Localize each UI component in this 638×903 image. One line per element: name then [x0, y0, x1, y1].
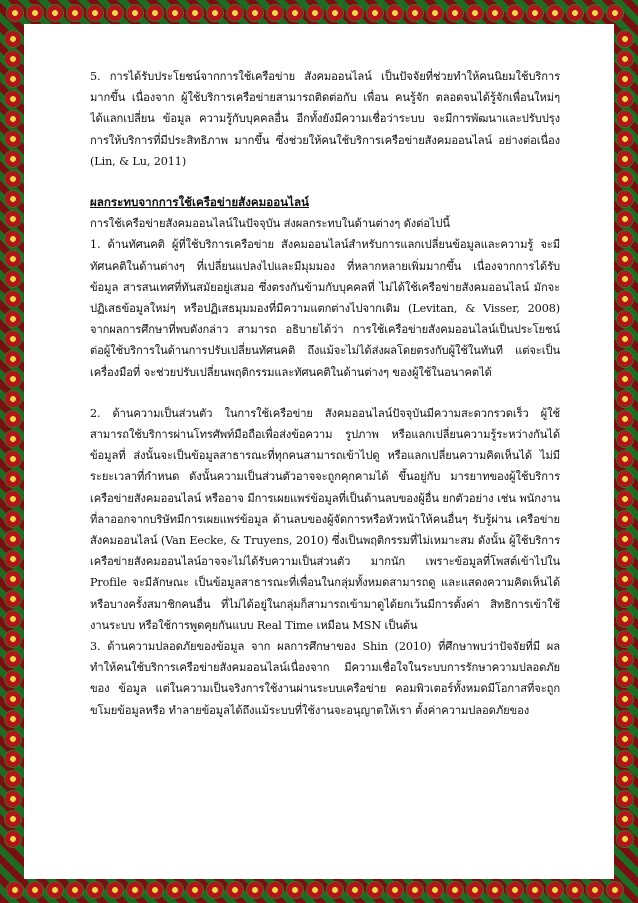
flower-ornament — [406, 881, 424, 899]
flower-ornament — [616, 790, 634, 808]
flower-ornament — [4, 650, 22, 668]
flower-ornament — [4, 50, 22, 68]
flower-ornament — [616, 630, 634, 648]
right-flower-border — [616, 30, 634, 848]
flower-ornament — [86, 881, 104, 899]
flower-ornament — [616, 530, 634, 548]
flower-ornament — [616, 590, 634, 608]
flower-ornament — [616, 90, 634, 108]
flower-ornament — [366, 881, 384, 899]
flower-ornament — [616, 490, 634, 508]
flower-ornament — [616, 370, 634, 388]
flower-ornament — [166, 881, 184, 899]
flower-ornament — [406, 4, 424, 22]
impact-item-2: 2. ด้านความเป็นส่วนตัว ในการใช้เครือข่าย สังคมออนไลน์ปัจจุบันมีความสะดวกรวดเร็ว ผู้ใช้สามารถใช้บริการผ่านโทรศัพท์มือถือเพื่อส่งข้อความ รูปภาพ หรือแลกเปลี่ยนความรู้ระหว่างกันได้ ข้อมูลที่ ส่งนั้นจะเป็นข้อมูลสาธารณะที่ทุกคนสามารถเข้าไปดู หรือแลกเปลี่ยนความคิดเห็นได้ ไม่มีระยะเวลาที่กำหนด ดังนั้นความเป็นส่วนตัวอาจจะถูกคุกคามได้ ขึ้นอยู่กับ มารยาทของผู้ใช้บริการเครือข่ายสังคมออนไลน์ หรืออาจ มีการเผยแพร่ข้อมูลที่เป็นด้านลบของผู้อื่น ยกตัวอย่าง เช่น พนักงานที่ลาออกจากบริษัทมีการเผยแพร่ข้อมูล ด้านลบของผู้จัดการหรือหัวหน้าให้คนอื่นๆ รับรู้ผ่าน เครือข่ายสังคมออนไลน์ (Van Eecke, & Truyens, 2010) ซึ่งเป็นพฤติกรรมที่ไม่เหมาะสม ดังนั้น ผู้ใช้บริการ เครือข่ายสังคมออนไลน์อาจจะไม่ได้รับความเป็นส่วนตัว มากนัก เพราะข้อมูลที่โพสต์เข้าไปใน Profile จะมีลักษณะ เป็นข้อมูลสาธารณะที่เพื่อนในกลุ่มทั้งหมดสามารถดู และแสดงความคิดเห็นได้ หรือบางครั้งสมาชิกคนอื่น ที่ไม่ได้อยู่ในกลุ่มก็สามารถเข้ามาดูได้ยกเว้นมีการตั้งค่า สิทธิการเข้าใช้งานระบบ หรือใช้การพูดคุยกันแบบ Real Time เหมือน MSN เป็นต้น — [90, 406, 560, 632]
spacer — [90, 383, 560, 403]
flower-ornament — [6, 881, 24, 899]
flower-ornament — [426, 4, 444, 22]
flower-ornament — [616, 690, 634, 708]
flower-ornament — [616, 290, 634, 308]
flower-ornament — [4, 310, 22, 328]
flower-ornament — [126, 4, 144, 22]
flower-ornament — [616, 810, 634, 828]
flower-ornament — [616, 410, 634, 428]
flower-ornament — [616, 710, 634, 728]
flower-ornament — [306, 4, 324, 22]
flower-ornament — [186, 881, 204, 899]
flower-ornament — [616, 310, 634, 328]
flower-ornament — [146, 881, 164, 899]
flower-ornament — [616, 110, 634, 128]
flower-ornament — [616, 250, 634, 268]
flower-ornament — [506, 4, 524, 22]
flower-ornament — [146, 4, 164, 22]
section-heading: ผลกระทบจากการใช้เครือข่ายสังคมออนไลน์ — [90, 195, 309, 210]
flower-ornament — [4, 790, 22, 808]
flower-ornament — [4, 570, 22, 588]
flower-ornament — [4, 630, 22, 648]
flower-ornament — [346, 881, 364, 899]
flower-ornament — [4, 110, 22, 128]
flower-ornament — [326, 4, 344, 22]
flower-ornament — [4, 150, 22, 168]
impact-item-1: 1. ด้านทัศนคติ ผู้ที่ใช้บริการเครือข่าย สังคมออนไลน์สำหรับการแลกเปลี่ยนข้อมูลและความรู้ จะมีทัศนคติในด้านต่างๆ ที่เปลี่ยนแปลงไปและมีมุมมอง ที่หลากหลายเพิ่มมากขึ้น เนื่องจากการได้รับข้อมูล สารสนเทศที่ทันสมัยอยู่เสมอ ซึ่งตรงกันข้ามกับบุคคลที่ ไม่ได้ใช้เครือข่ายสังคมออนไลน์ มักจะปฏิเสธข้อมูลใหม่ๆ หรือปฏิเสธมุมมองที่มีความแตกต่างไปจากเดิม (Levitan, & Visser, 2008) จากผลการศึกษาที่พบดังกล่าว สามารถ อธิบายได้ว่า การใช้เครือข่ายสังคมออนไลน์เป็นประโยชน์ ต่อผู้ใช้บริการในด้านการปรับเปลี่ยนทัศนคติ ถึงแม้จะไม่ได้ส่งผลโดยตรงกับผู้ใช้ในทันที แต่จะเป็นเครื่องมือที่ จะช่วยปรับเปลี่ยนพฤติกรรมและทัศนคติในด้านต่างๆ ของผู้ใช้ในอนาคตได้ — [90, 238, 560, 379]
flower-ornament — [226, 4, 244, 22]
flower-ornament — [586, 881, 604, 899]
flower-ornament — [616, 210, 634, 228]
flower-ornament — [66, 4, 84, 22]
flower-ornament — [546, 881, 564, 899]
flower-ornament — [206, 881, 224, 899]
flower-ornament — [616, 150, 634, 168]
flower-ornament — [266, 881, 284, 899]
flower-ornament — [616, 770, 634, 788]
flower-ornament — [566, 4, 584, 22]
flower-ornament — [4, 390, 22, 408]
section-intro: การใช้เครือข่ายสังคมออนไลน์ในปัจจุบัน ส่งผลกระทบในด้านต่างๆ ดังต่อไปนี้ — [90, 217, 450, 231]
flower-ornament — [206, 4, 224, 22]
flower-ornament — [66, 881, 84, 899]
flower-ornament — [4, 170, 22, 188]
spacer — [90, 172, 560, 192]
flower-ornament — [616, 30, 634, 48]
flower-ornament — [616, 750, 634, 768]
left-flower-border — [4, 30, 22, 848]
flower-ornament — [4, 290, 22, 308]
flower-ornament — [616, 430, 634, 448]
flower-ornament — [616, 70, 634, 88]
flower-ornament — [616, 230, 634, 248]
flower-ornament — [126, 881, 144, 899]
flower-ornament — [46, 4, 64, 22]
flower-ornament — [4, 750, 22, 768]
flower-ornament — [616, 50, 634, 68]
flower-ornament — [616, 390, 634, 408]
flower-ornament — [306, 881, 324, 899]
flower-ornament — [616, 330, 634, 348]
top-flower-border — [6, 4, 624, 22]
flower-ornament — [616, 830, 634, 848]
flower-ornament — [4, 270, 22, 288]
flower-ornament — [616, 570, 634, 588]
flower-ornament — [606, 881, 624, 899]
flower-ornament — [526, 881, 544, 899]
flower-ornament — [486, 881, 504, 899]
flower-ornament — [4, 130, 22, 148]
flower-ornament — [286, 881, 304, 899]
flower-ornament — [4, 770, 22, 788]
flower-ornament — [4, 470, 22, 488]
flower-ornament — [4, 530, 22, 548]
flower-ornament — [86, 4, 104, 22]
flower-ornament — [616, 170, 634, 188]
flower-ornament — [616, 350, 634, 368]
flower-ornament — [616, 610, 634, 628]
flower-ornament — [4, 230, 22, 248]
flower-ornament — [546, 4, 564, 22]
flower-ornament — [286, 4, 304, 22]
flower-ornament — [386, 4, 404, 22]
flower-ornament — [526, 4, 544, 22]
flower-ornament — [566, 881, 584, 899]
flower-ornament — [4, 210, 22, 228]
flower-ornament — [186, 4, 204, 22]
flower-ornament — [616, 550, 634, 568]
flower-ornament — [4, 250, 22, 268]
flower-ornament — [466, 4, 484, 22]
flower-ornament — [4, 590, 22, 608]
bottom-flower-border — [6, 881, 624, 899]
flower-ornament — [4, 70, 22, 88]
flower-ornament — [26, 881, 44, 899]
flower-ornament — [4, 190, 22, 208]
flower-ornament — [266, 4, 284, 22]
flower-ornament — [4, 410, 22, 428]
flower-ornament — [466, 881, 484, 899]
flower-ornament — [26, 4, 44, 22]
flower-ornament — [4, 610, 22, 628]
flower-ornament — [106, 4, 124, 22]
flower-ornament — [446, 881, 464, 899]
flower-ornament — [616, 650, 634, 668]
flower-ornament — [4, 330, 22, 348]
flower-ornament — [616, 470, 634, 488]
flower-ornament — [346, 4, 364, 22]
flower-ornament — [4, 350, 22, 368]
paragraph-item-5: 5. การได้รับประโยชน์จากการใช้เครือข่าย สังคมออนไลน์ เป็นปัจจัยที่ช่วยทำให้คนนิยมใช้บริการมากขึ้น เนื่องจาก ผู้ใช้บริการเครือข่ายสามารถติดต่อกับ เพื่อน คนรู้จัก ตลอดจนได้รู้จักเพื่อนใหม่ๆ ได้แลกเปลี่ยน ข้อมูล ความรู้กับบุคคลอื่น อีกทั้งยังมีความเชื่อว่าระบบ จะมีการพัฒนาและปรับปรุงการให้บริการที่มีประสิทธิภาพ มากขึ้น ซึ่งช่วยให้คนใช้บริการเครือข่ายสังคมออนไลน์ อย่างต่อเนื่อง (Lin, & Lu, 2011) — [90, 70, 560, 168]
flower-ornament — [4, 710, 22, 728]
flower-ornament — [386, 881, 404, 899]
flower-ornament — [4, 370, 22, 388]
flower-ornament — [46, 881, 64, 899]
flower-ornament — [616, 130, 634, 148]
flower-ornament — [4, 550, 22, 568]
flower-ornament — [506, 881, 524, 899]
flower-ornament — [4, 830, 22, 848]
flower-ornament — [586, 4, 604, 22]
flower-ornament — [426, 881, 444, 899]
flower-ornament — [226, 881, 244, 899]
flower-ornament — [366, 4, 384, 22]
flower-ornament — [6, 4, 24, 22]
flower-ornament — [446, 4, 464, 22]
flower-ornament — [616, 270, 634, 288]
flower-ornament — [4, 490, 22, 508]
flower-ornament — [246, 881, 264, 899]
flower-ornament — [616, 190, 634, 208]
flower-ornament — [616, 670, 634, 688]
flower-ornament — [4, 430, 22, 448]
flower-ornament — [4, 690, 22, 708]
flower-ornament — [326, 881, 344, 899]
flower-ornament — [4, 670, 22, 688]
flower-ornament — [4, 90, 22, 108]
flower-ornament — [246, 4, 264, 22]
flower-ornament — [616, 450, 634, 468]
flower-ornament — [606, 4, 624, 22]
flower-ornament — [486, 4, 504, 22]
flower-ornament — [4, 30, 22, 48]
flower-ornament — [4, 730, 22, 748]
impact-item-3: 3. ด้านความปลอดภัยของข้อมูล จาก ผลการศึกษาของ Shin (2010) ที่ศึกษาพบว่าปัจจัยที่มี ผลทำให้คนใช้บริการเครือข่ายสังคมออนไลน์เนื่องจาก มีความเชื่อใจในระบบการรักษาความปลอดภัยของ ข้อมูล แต่ในความเป็นจริงการใช้งานผ่านระบบเครือข่าย คอมพิวเตอร์ทั้งหมดมีโอกาสที่จะถูกขโมยข้อมูลหรือ ทำลายข้อมูลได้ถึงแม้ระบบที่ใช้งานจะอนุญาตให้เรา ตั้งค่าความปลอดภัยของ — [90, 640, 560, 717]
flower-ornament — [4, 450, 22, 468]
flower-ornament — [106, 881, 124, 899]
flower-ornament — [166, 4, 184, 22]
document-body — [90, 66, 560, 846]
flower-ornament — [616, 510, 634, 528]
flower-ornament — [4, 810, 22, 828]
flower-ornament — [616, 730, 634, 748]
flower-ornament — [4, 510, 22, 528]
